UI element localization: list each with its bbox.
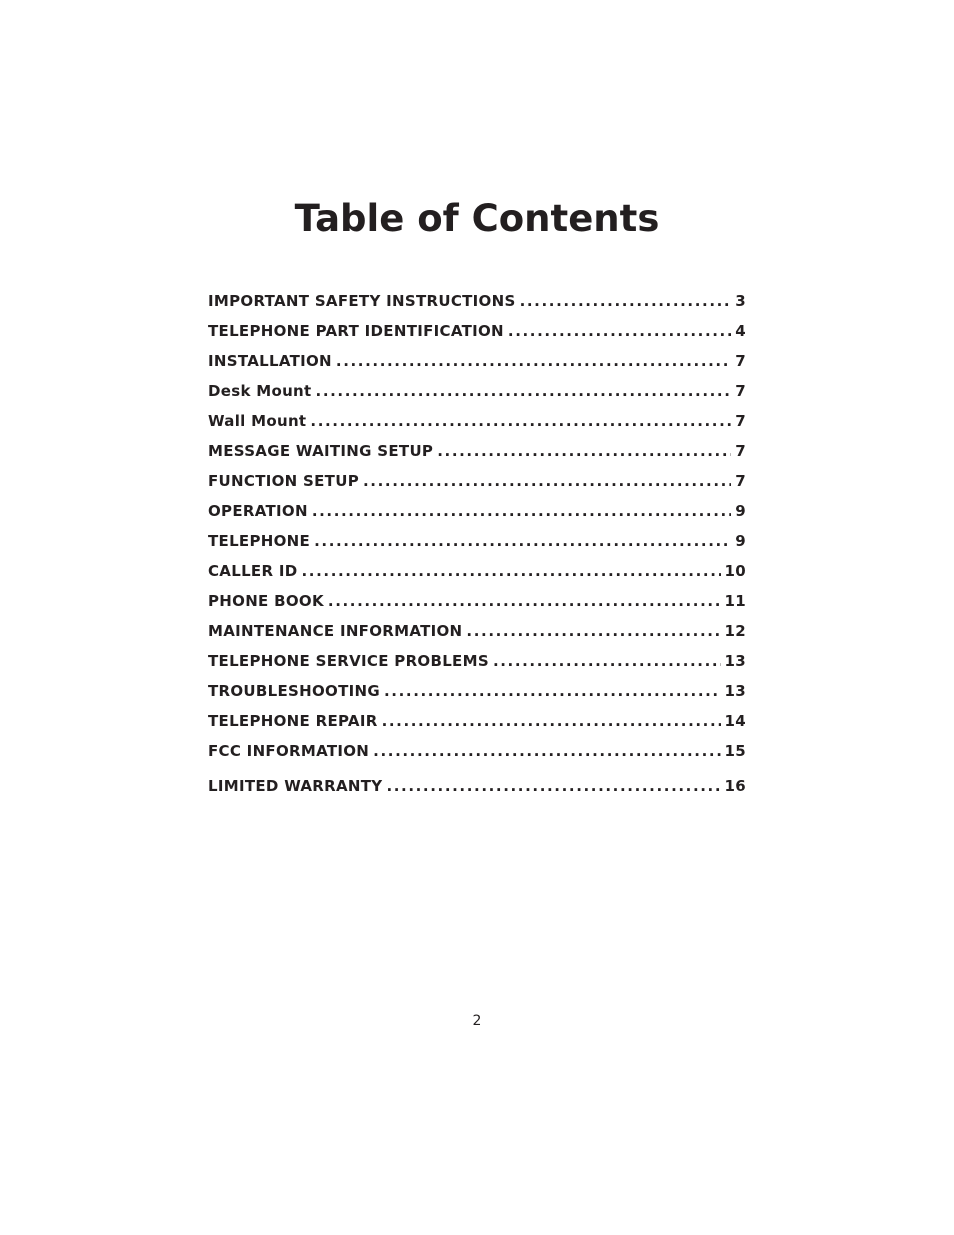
toc-entry-important-safety-instructions[interactable]	[208, 286, 746, 316]
toc-entry-telephone-part-identification[interactable]	[208, 316, 746, 346]
toc-entry-label: TELEPHONE PART IDENTIFICATION	[208, 322, 504, 340]
toc-leader-dots	[382, 706, 721, 736]
toc-leader-dots	[310, 406, 731, 436]
toc-entry-maintenance-information[interactable]	[208, 616, 746, 646]
toc-entry-label: LIMITED WARRANTY	[208, 777, 383, 795]
toc-entry-wall-mount[interactable]	[208, 406, 746, 436]
table-of-contents	[208, 286, 746, 801]
toc-entry-label: TELEPHONE SERVICE PROBLEMS	[208, 652, 489, 670]
toc-entry-label: Desk Mount	[208, 382, 312, 400]
toc-entry-page: 10	[724, 562, 746, 580]
toc-entry-page: 14	[724, 712, 746, 730]
page-number: 2	[472, 1013, 482, 1029]
toc-leader-dots	[314, 526, 731, 556]
toc-entry-desk-mount[interactable]	[208, 376, 746, 406]
toc-leader-dots	[312, 496, 731, 526]
toc-entry-page: 12	[724, 622, 746, 640]
toc-entry-page: 7	[735, 442, 746, 460]
toc-entry-page: 15	[724, 742, 746, 760]
toc-leader-dots	[336, 346, 731, 376]
toc-leader-dots	[384, 676, 721, 706]
toc-entry-label: PHONE BOOK	[208, 592, 324, 610]
toc-entry-telephone-service-problems[interactable]	[208, 646, 746, 676]
toc-leader-dots	[373, 736, 720, 766]
toc-leader-dots	[363, 466, 731, 496]
toc-entry-label: Wall Mount	[208, 412, 307, 430]
toc-entry-limited-warranty[interactable]	[208, 771, 746, 801]
toc-entry-page: 9	[735, 502, 746, 520]
page-title: Table of Contents	[294, 197, 660, 240]
toc-entry-caller-id[interactable]	[208, 556, 746, 586]
toc-entry-label: MAINTENANCE INFORMATION	[208, 622, 463, 640]
toc-entry-page: 9	[735, 532, 746, 550]
toc-leader-dots	[328, 586, 721, 616]
toc-entry-page: 13	[724, 652, 746, 670]
toc-leader-dots	[302, 556, 721, 586]
toc-leader-dots	[520, 286, 732, 316]
toc-leader-dots	[386, 771, 720, 801]
toc-entry-page: 7	[735, 412, 746, 430]
toc-leader-dots	[466, 616, 720, 646]
toc-entry-fcc-information[interactable]	[208, 736, 746, 766]
toc-entry-label: FUNCTION SETUP	[208, 472, 359, 490]
toc-entry-message-waiting-setup[interactable]	[208, 436, 746, 466]
toc-entry-installation[interactable]	[208, 346, 746, 376]
toc-entry-page: 13	[724, 682, 746, 700]
toc-entry-page: 7	[735, 382, 746, 400]
toc-entry-page: 3	[735, 292, 746, 310]
toc-leader-dots	[493, 646, 721, 676]
toc-entry-label: INSTALLATION	[208, 352, 332, 370]
toc-entry-phone-book[interactable]	[208, 586, 746, 616]
toc-entry-label: IMPORTANT SAFETY INSTRUCTIONS	[208, 292, 516, 310]
toc-entry-label: MESSAGE WAITING SETUP	[208, 442, 434, 460]
toc-entry-label: OPERATION	[208, 502, 308, 520]
toc-entry-page: 16	[724, 777, 746, 795]
toc-entry-troubleshooting[interactable]	[208, 676, 746, 706]
toc-entry-telephone[interactable]	[208, 526, 746, 556]
toc-entry-label: TELEPHONE	[208, 532, 311, 550]
toc-entry-label: CALLER ID	[208, 562, 298, 580]
toc-leader-dots	[508, 316, 731, 346]
toc-entry-label: TROUBLESHOOTING	[208, 682, 380, 700]
toc-entry-function-setup[interactable]	[208, 466, 746, 496]
toc-entry-page: 11	[724, 592, 746, 610]
toc-entry-telephone-repair[interactable]	[208, 706, 746, 736]
toc-entry-operation[interactable]	[208, 496, 746, 526]
toc-entry-label: FCC INFORMATION	[208, 742, 370, 760]
toc-leader-dots	[316, 376, 732, 406]
toc-leader-dots	[437, 436, 731, 466]
toc-entry-label: TELEPHONE REPAIR	[208, 712, 378, 730]
toc-entry-page: 7	[735, 472, 746, 490]
toc-entry-page: 4	[735, 322, 746, 340]
toc-entry-page: 7	[735, 352, 746, 370]
